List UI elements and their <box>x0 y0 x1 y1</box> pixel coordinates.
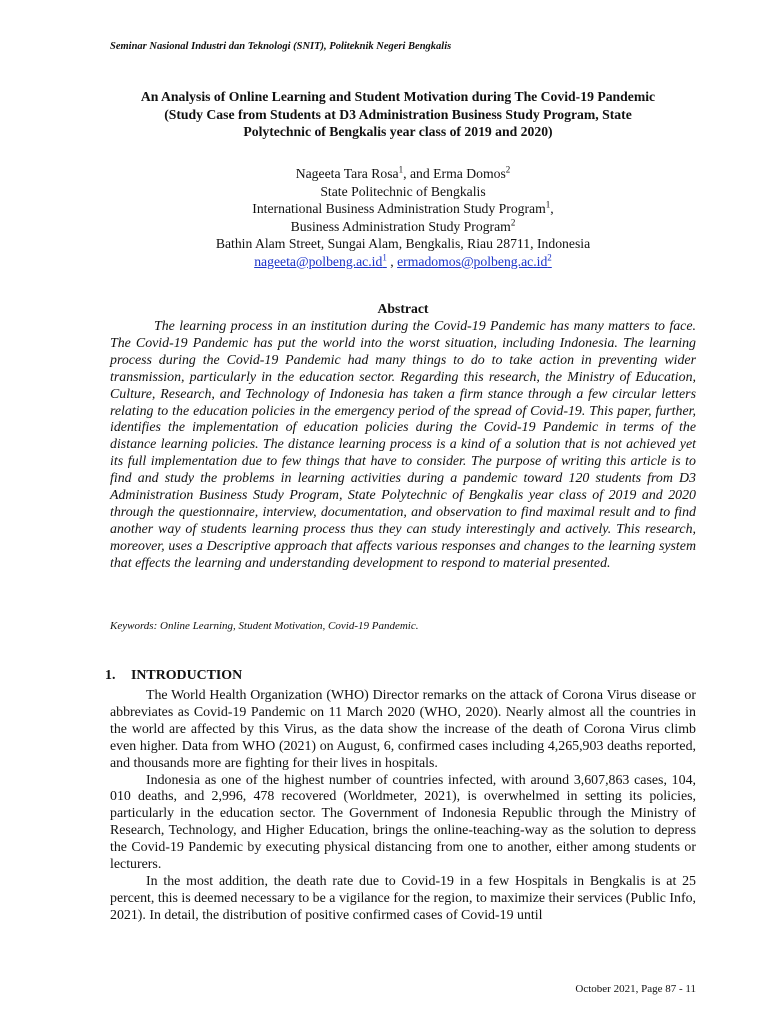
study-program <box>110 200 696 218</box>
email-line <box>110 253 696 271</box>
email-link[interactable] <box>254 251 387 269</box>
abstract-text: The learning process in an institution during the Covid-19 Pandemic has many matters to face. The Covid-19 Pandemic has put the world into the worst situation, including Indonesia. The learning process during the Covid-19 Pandemic had many things to do to take action in preventing wider transmission, particularly in the education sector. Regarding this research, the Ministry of Education, Culture, Research, and Technology of Indonesia has taken a firm stance through a few circular letters relating to the education policies in the emergency period of the spread of Covid-19. This paper, further, identifies the implementation of education policies during the Covid-19 Pandemic in terms of the distance learning policies. The distance learning process is a kind of a solution that is not achieved yet its full implementation due to few things that have to consider. The purpose of writing this article is to find and study the problems in learning activities during a pandemic toward 120 students from D3 Administration Business Study Program, State Polytechnic of Bengkalis year class of 2019 and 2020 through the questionnaire, interview, documentation, and observation to find maximal result and to find another way of students learning process thus they can study interestingly and actively. This research, moreover, uses a Descriptive approach that affects various responses and changes to the learning system that effects the learning and understanding development to respond to material presented. <box>110 319 696 571</box>
email-link[interactable] <box>397 251 552 269</box>
affiliation-mark: 2 <box>547 251 552 262</box>
paragraph: The World Health Organization (WHO) Director remarks on the attack of Corona Virus disease or abbreviates as Covid-19 Pandemic on 11 March 2020 (WHO, 2020). Nearly almost all the countries in the world are affected by this Virus, as the data show the increase of the death of Corona Virus climb even higher. Data from WHO (2021) on August, 6, confirmed cases including 4,265,903 deaths reported, and thousands more are fighting for their lives in hospitals. <box>110 688 696 771</box>
affiliation-mark: 1 <box>382 251 387 262</box>
title-line: An Analysis of Online Learning and Student Motivation during The Covid-19 Pandemic <box>140 89 656 104</box>
author-block <box>110 165 696 270</box>
paragraph: Indonesia as one of the highest number of countries infected, with around 3,607,863 cases, 104, 010 deaths, and 2,996, 478 recovered (Worldmeter, 2021), is overwhelmed in setting its policies, particularly in the education sector. The Government of Indonesia Republic through the Ministry of Research, Technology, and Higher Education, brings the online-teaching-way as the solution to depress the Covid-19 Pandemic by executing physical distancing from one to another, either among students or lecturers. <box>110 772 696 873</box>
title-line: (Study Case from Students at D3 Administration Business Study Program, State <box>164 106 632 122</box>
email-separator: , <box>386 253 398 269</box>
section-title: INTRODUCTION <box>131 668 243 683</box>
address: Bathin Alam Street, Sungai Alam, Bengkalis, Riau 28711, Indonesia <box>215 236 591 251</box>
email-text: nageeta@polbeng.ac.id <box>254 253 383 269</box>
study-program-name: International Business Administration Study Program <box>252 201 546 216</box>
institution: State Politechnic of Bengkalis <box>320 183 486 199</box>
paragraph: In the most addition, the death rate due to Covid-19 in a few Hospitals in Bengkalis is at 25 percent, this is deemed necessary to be a vigilance for the region, to maximize their services (Public Info, 2021). In detail, the distribution of positive confirmed cases of Covid-19 until <box>110 873 696 923</box>
author-name: Nageeta Tara Rosa <box>295 166 399 181</box>
study-program <box>110 218 696 236</box>
author-separator: , and <box>403 166 434 181</box>
section-number: 1. <box>105 668 116 683</box>
section-heading <box>105 668 242 684</box>
affiliation-mark: 1 <box>545 199 551 210</box>
author-names <box>110 165 696 183</box>
introduction-body <box>110 688 696 925</box>
keywords: Keywords: Online Learning, Student Motivation, Covid-19 Pandemic. <box>110 620 419 632</box>
affiliation-mark: 1 <box>398 164 404 175</box>
author-name: Erma Domos <box>433 166 506 181</box>
page-footer: October 2021, Page 87 - 11 <box>575 983 696 995</box>
abstract-heading: Abstract <box>377 301 429 316</box>
title-line: Polytechnic of Bengkalis year class of 2019 and 2020) <box>243 124 553 139</box>
affiliation-mark: 2 <box>505 164 511 175</box>
running-header: Seminar Nasional Industri dan Teknologi (SNIT), Politeknik Negeri Bengkalis <box>110 41 452 52</box>
punctuation: , <box>550 201 554 216</box>
paper-title <box>100 88 696 141</box>
affiliation-mark: 2 <box>510 216 516 227</box>
email-text: ermadomos@polbeng.ac.id <box>397 253 548 269</box>
study-program-name: Business Administration Study Program <box>290 218 511 234</box>
